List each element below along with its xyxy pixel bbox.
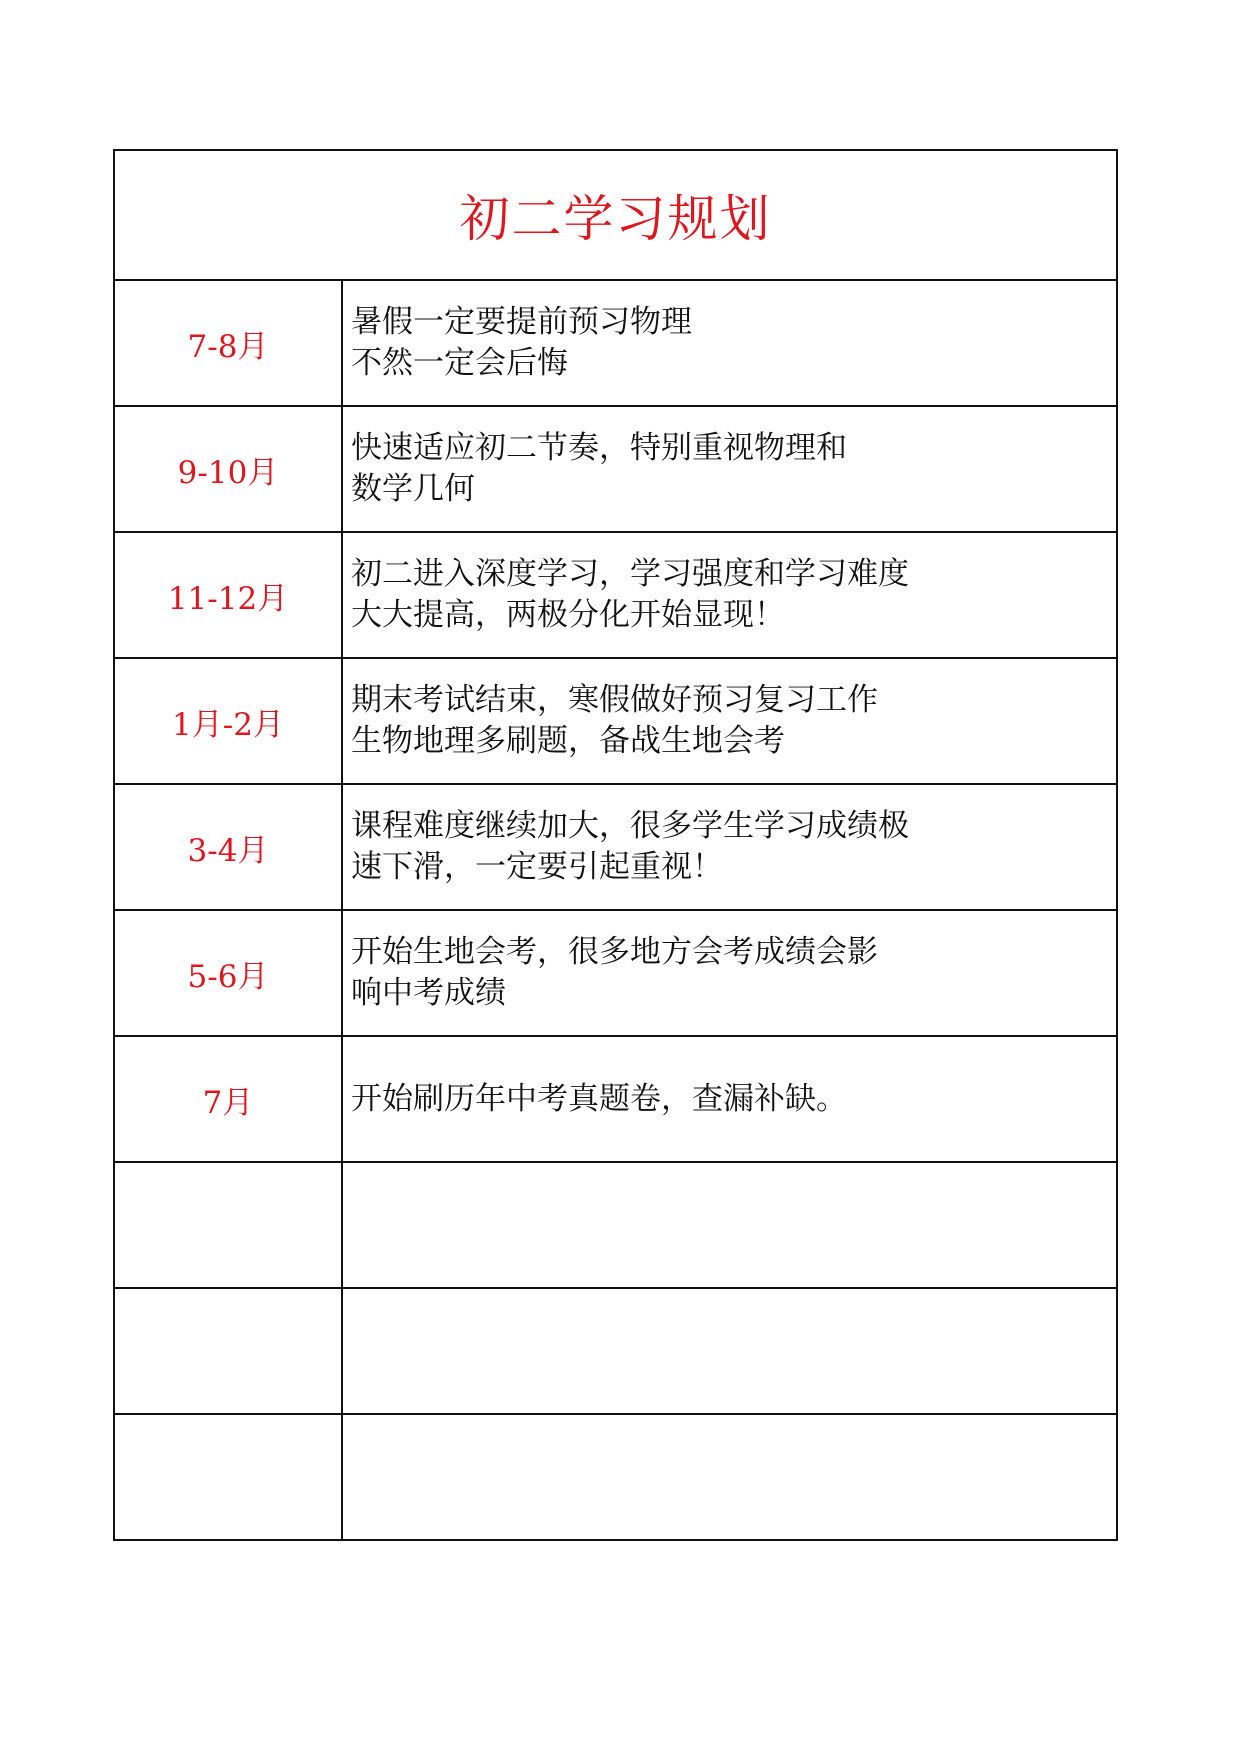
content-cell [343,1415,1116,1539]
content-cell [343,911,1116,1035]
content-lines [351,428,847,510]
study-plan-table [113,149,1118,1541]
content-cell [343,1037,1116,1161]
content-line: 暑假一定要提前预习物理 [351,304,692,340]
period-cell: 1月-2月 [115,659,343,783]
content-line: 期末考试结束，寒假做好预习复习工作 [351,682,878,718]
period-cell [115,1415,343,1539]
content-cell [343,281,1116,405]
period-cell: 7月 [115,1037,343,1161]
content-lines [351,1079,847,1120]
content-line: 速下滑，一定要引起重视！ [351,849,723,885]
content-line: 不然一定会后悔 [351,345,568,381]
period-cell [115,1163,343,1287]
content-cell [343,407,1116,531]
period-cell: 7-8月 [115,281,343,405]
title-row [115,151,1116,281]
period-cell: 3-4月 [115,785,343,909]
content-cell [343,659,1116,783]
content-line: 开始生地会考，很多地方会考成绩会影 [351,934,878,970]
period-cell [115,1289,343,1413]
content-cell [343,1289,1116,1413]
period-cell: 11-12月 [115,533,343,657]
table-row [115,1037,1116,1163]
content-lines [351,680,878,762]
content-cell [343,1163,1116,1287]
table-row [115,911,1116,1037]
table-row [115,281,1116,407]
table-row [115,533,1116,659]
period-cell: 9-10月 [115,407,343,531]
content-line: 数学几何 [351,471,475,507]
content-lines [351,932,878,1014]
content-line: 快速适应初二节奏，特别重视物理和 [351,430,847,466]
table-row-empty [115,1163,1116,1289]
page-title: 初二学习规划 [459,190,772,248]
period-cell: 5-6月 [115,911,343,1035]
content-line: 大大提高，两极分化开始显现！ [351,597,785,633]
content-line: 响中考成绩 [351,975,506,1011]
content-lines [351,302,692,384]
content-cell [343,785,1116,909]
table-row-empty [115,1289,1116,1415]
content-lines [351,806,909,888]
content-cell [343,533,1116,657]
table-row [115,407,1116,533]
content-line: 开始刷历年中考真题卷，查漏补缺。 [351,1080,847,1117]
content-line: 生物地理多刷题，备战生地会考 [351,723,785,759]
content-lines [351,554,909,636]
table-row [115,785,1116,911]
content-line: 初二进入深度学习，学习强度和学习难度 [351,556,909,592]
table-row [115,659,1116,785]
content-line: 课程难度继续加大，很多学生学习成绩极 [351,808,909,844]
table-row-empty [115,1415,1116,1539]
